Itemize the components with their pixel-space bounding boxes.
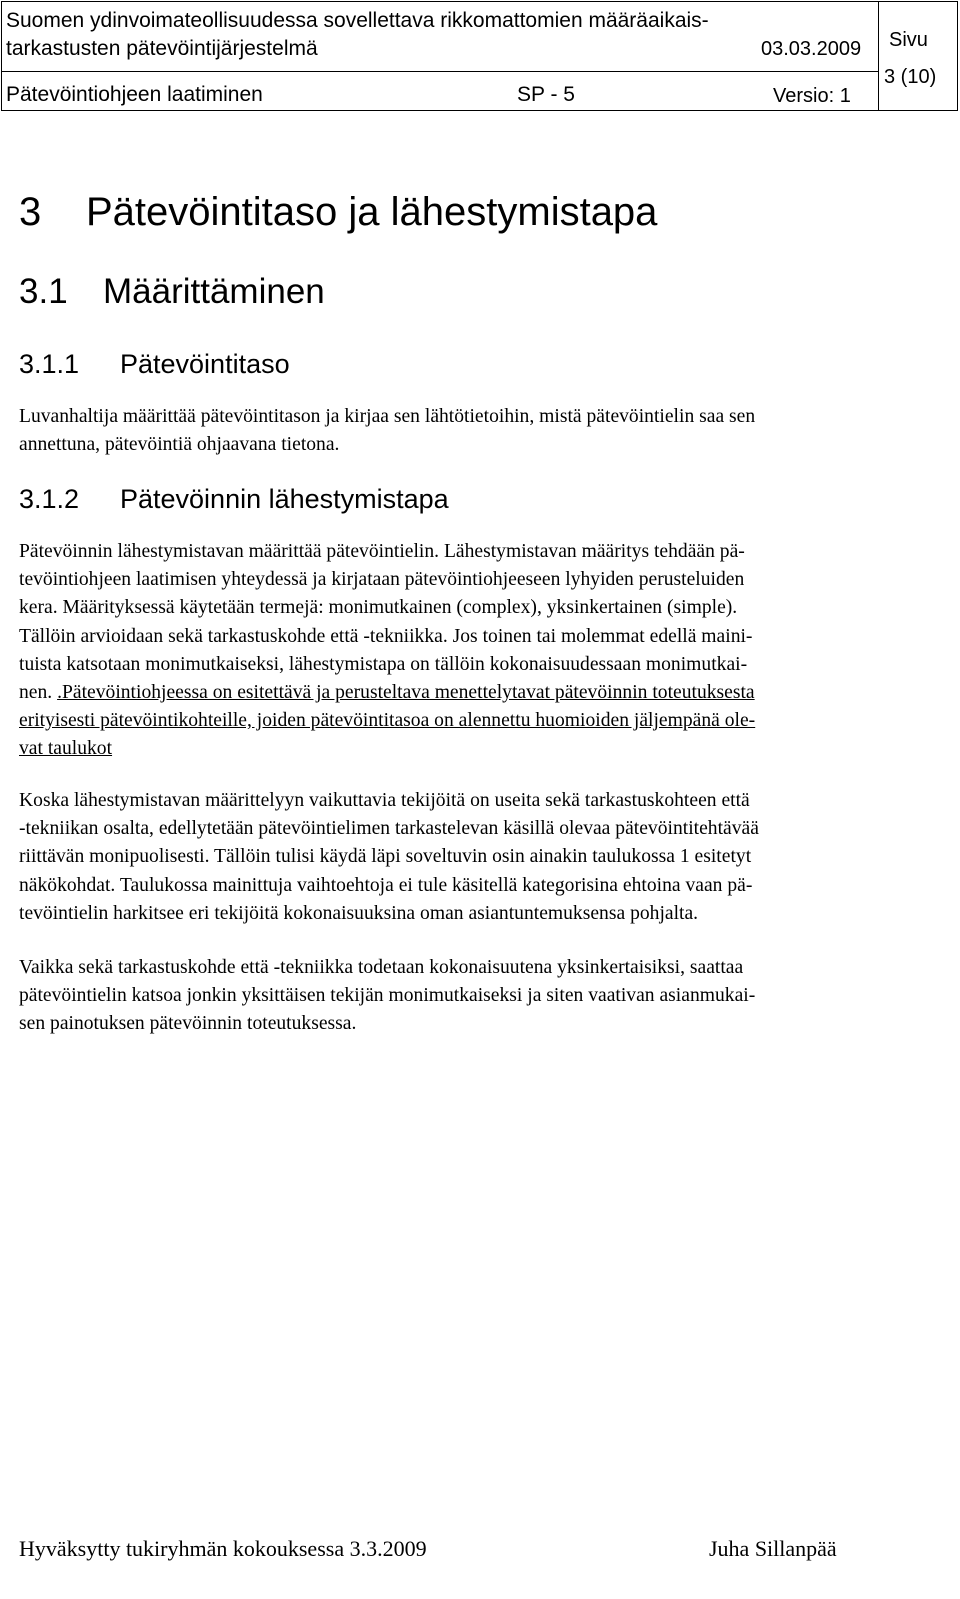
text-line: annettuna, pätevöintiä ohjaavana tietona.: [19, 434, 340, 456]
header-date: 03.03.2009: [761, 38, 862, 60]
document-header: [1, 1, 958, 111]
text-line: Pätevöinnin lähestymistavan määrittää pätevöintielin. Lähestymistavan määritys tehdään pä-: [19, 541, 745, 562]
text-line: tevöintielin harkitsee eri tekijöitä kokonaisuuksina oman asiantuntemuksensa pohjalta.: [19, 902, 699, 924]
header-page-value: 3 (10): [884, 66, 937, 88]
header-version: Versio: 1: [773, 85, 851, 107]
text-line: Koska lähestymistavan määrittelyyn vaikuttavia tekijöitä on useita sekä tarkastuskohteen että: [19, 790, 750, 811]
text-line: riittävän monipuolisesti. Tällöin tulisi käydä läpi soveltuvin osin ainakin taulukossa 1 esitetyt: [19, 846, 752, 868]
header-doc-code: SP - 5: [517, 83, 575, 106]
sub2-paragraph: [19, 538, 934, 764]
sub2-title: Pätevöinnin lähestymistapa: [120, 484, 449, 514]
sub1-heading: [19, 348, 290, 380]
sub1-paragraph: [19, 403, 934, 459]
text-line: tevöintiohjeen laatimisen yhteydessä ja kirjataan pätevöintiohjeeseen lyhyiden perusteluiden: [19, 569, 745, 591]
footer-author: Juha Sillanpää: [709, 1536, 837, 1561]
header-horizontal-divider: [2, 71, 878, 72]
text-line: tuista katsotaan monimutkaiseksi, lähestymistapa on tällöin kokonaisuudessaan monimutkai-: [19, 653, 748, 675]
text-line: näkökohdat. Taulukossa mainittuja vaihtoehtoja ei tule käsitellä kategorisina ehtoina vaan pä-: [19, 874, 753, 896]
paragraph-3: [19, 954, 934, 1039]
text-line: kera. Määrityksessä käytetään termejä: monimutkainen (complex), yksinkertainen (simple).: [19, 597, 738, 619]
text-line: Luvanhaltija määrittää pätevöintitason ja kirjaa sen lähtötietoihin, mistä pätevöintielin saa sen: [19, 406, 756, 427]
sub2-number: 3.1.2: [19, 484, 80, 514]
header-title-line1: Suomen ydinvoimateollisuudessa sovellettava rikkomattomien määräaikais-: [6, 9, 709, 32]
sub1-number: 3.1.1: [19, 349, 80, 379]
footer-approval: Hyväksytty tukiryhmän kokouksessa 3.3.2009: [19, 1536, 427, 1561]
paragraph-2: [19, 787, 934, 928]
subsection-number: 3.1: [19, 272, 68, 311]
text-line: Vaikka sekä tarkastuskohde että -tekniikka todetaan kokonaisuutena yksinkertaisiksi, saattaa: [19, 957, 744, 978]
text-line: pätevöintielin katsoa jonkin yksittäisen tekijän monimutkaiseksi ja siten vaativan asianmukai-: [19, 985, 756, 1007]
section-number: 3: [19, 190, 42, 234]
section-heading: [19, 189, 657, 235]
subsection-title: Määrittäminen: [103, 272, 325, 311]
underlined-text-line: erityisesti pätevöintikohteille, joiden pätevöintitasoa on alennettu huomioiden jäljempänä ole-: [19, 710, 756, 732]
text-plain: nen.: [19, 681, 58, 703]
text-line: [19, 679, 934, 707]
underlined-text: .Pätevöintiohjeessa on esitettävä ja perusteltava menettelytavat pätevöinnin toteutuksesta: [57, 681, 755, 703]
underlined-text-line: vat taulukot: [19, 738, 113, 760]
text-line: Tällöin arvioidaan sekä tarkastuskohde että -tekniikka. Jos toinen tai molemmat edellä maini-: [19, 625, 753, 647]
header-page-label: Sivu: [889, 29, 928, 51]
header-subtitle: Pätevöintiohjeen laatiminen: [6, 83, 263, 106]
sub1-title: Pätevöintitaso: [120, 349, 290, 379]
subsection-heading: [19, 272, 325, 312]
section-title: Pätevöintitaso ja lähestymistapa: [86, 190, 658, 234]
text-line: sen painotuksen pätevöinnin toteutuksessa.: [19, 1013, 357, 1035]
sub2-heading: [19, 483, 449, 515]
header-title-line2: tarkastusten pätevöintijärjestelmä: [6, 37, 318, 60]
header-vertical-divider: [878, 2, 879, 110]
text-line: -tekniikan osalta, edellytetään pätevöintielimen tarkastelevan käsillä olevaa pätevöintitehtävää: [19, 818, 759, 840]
